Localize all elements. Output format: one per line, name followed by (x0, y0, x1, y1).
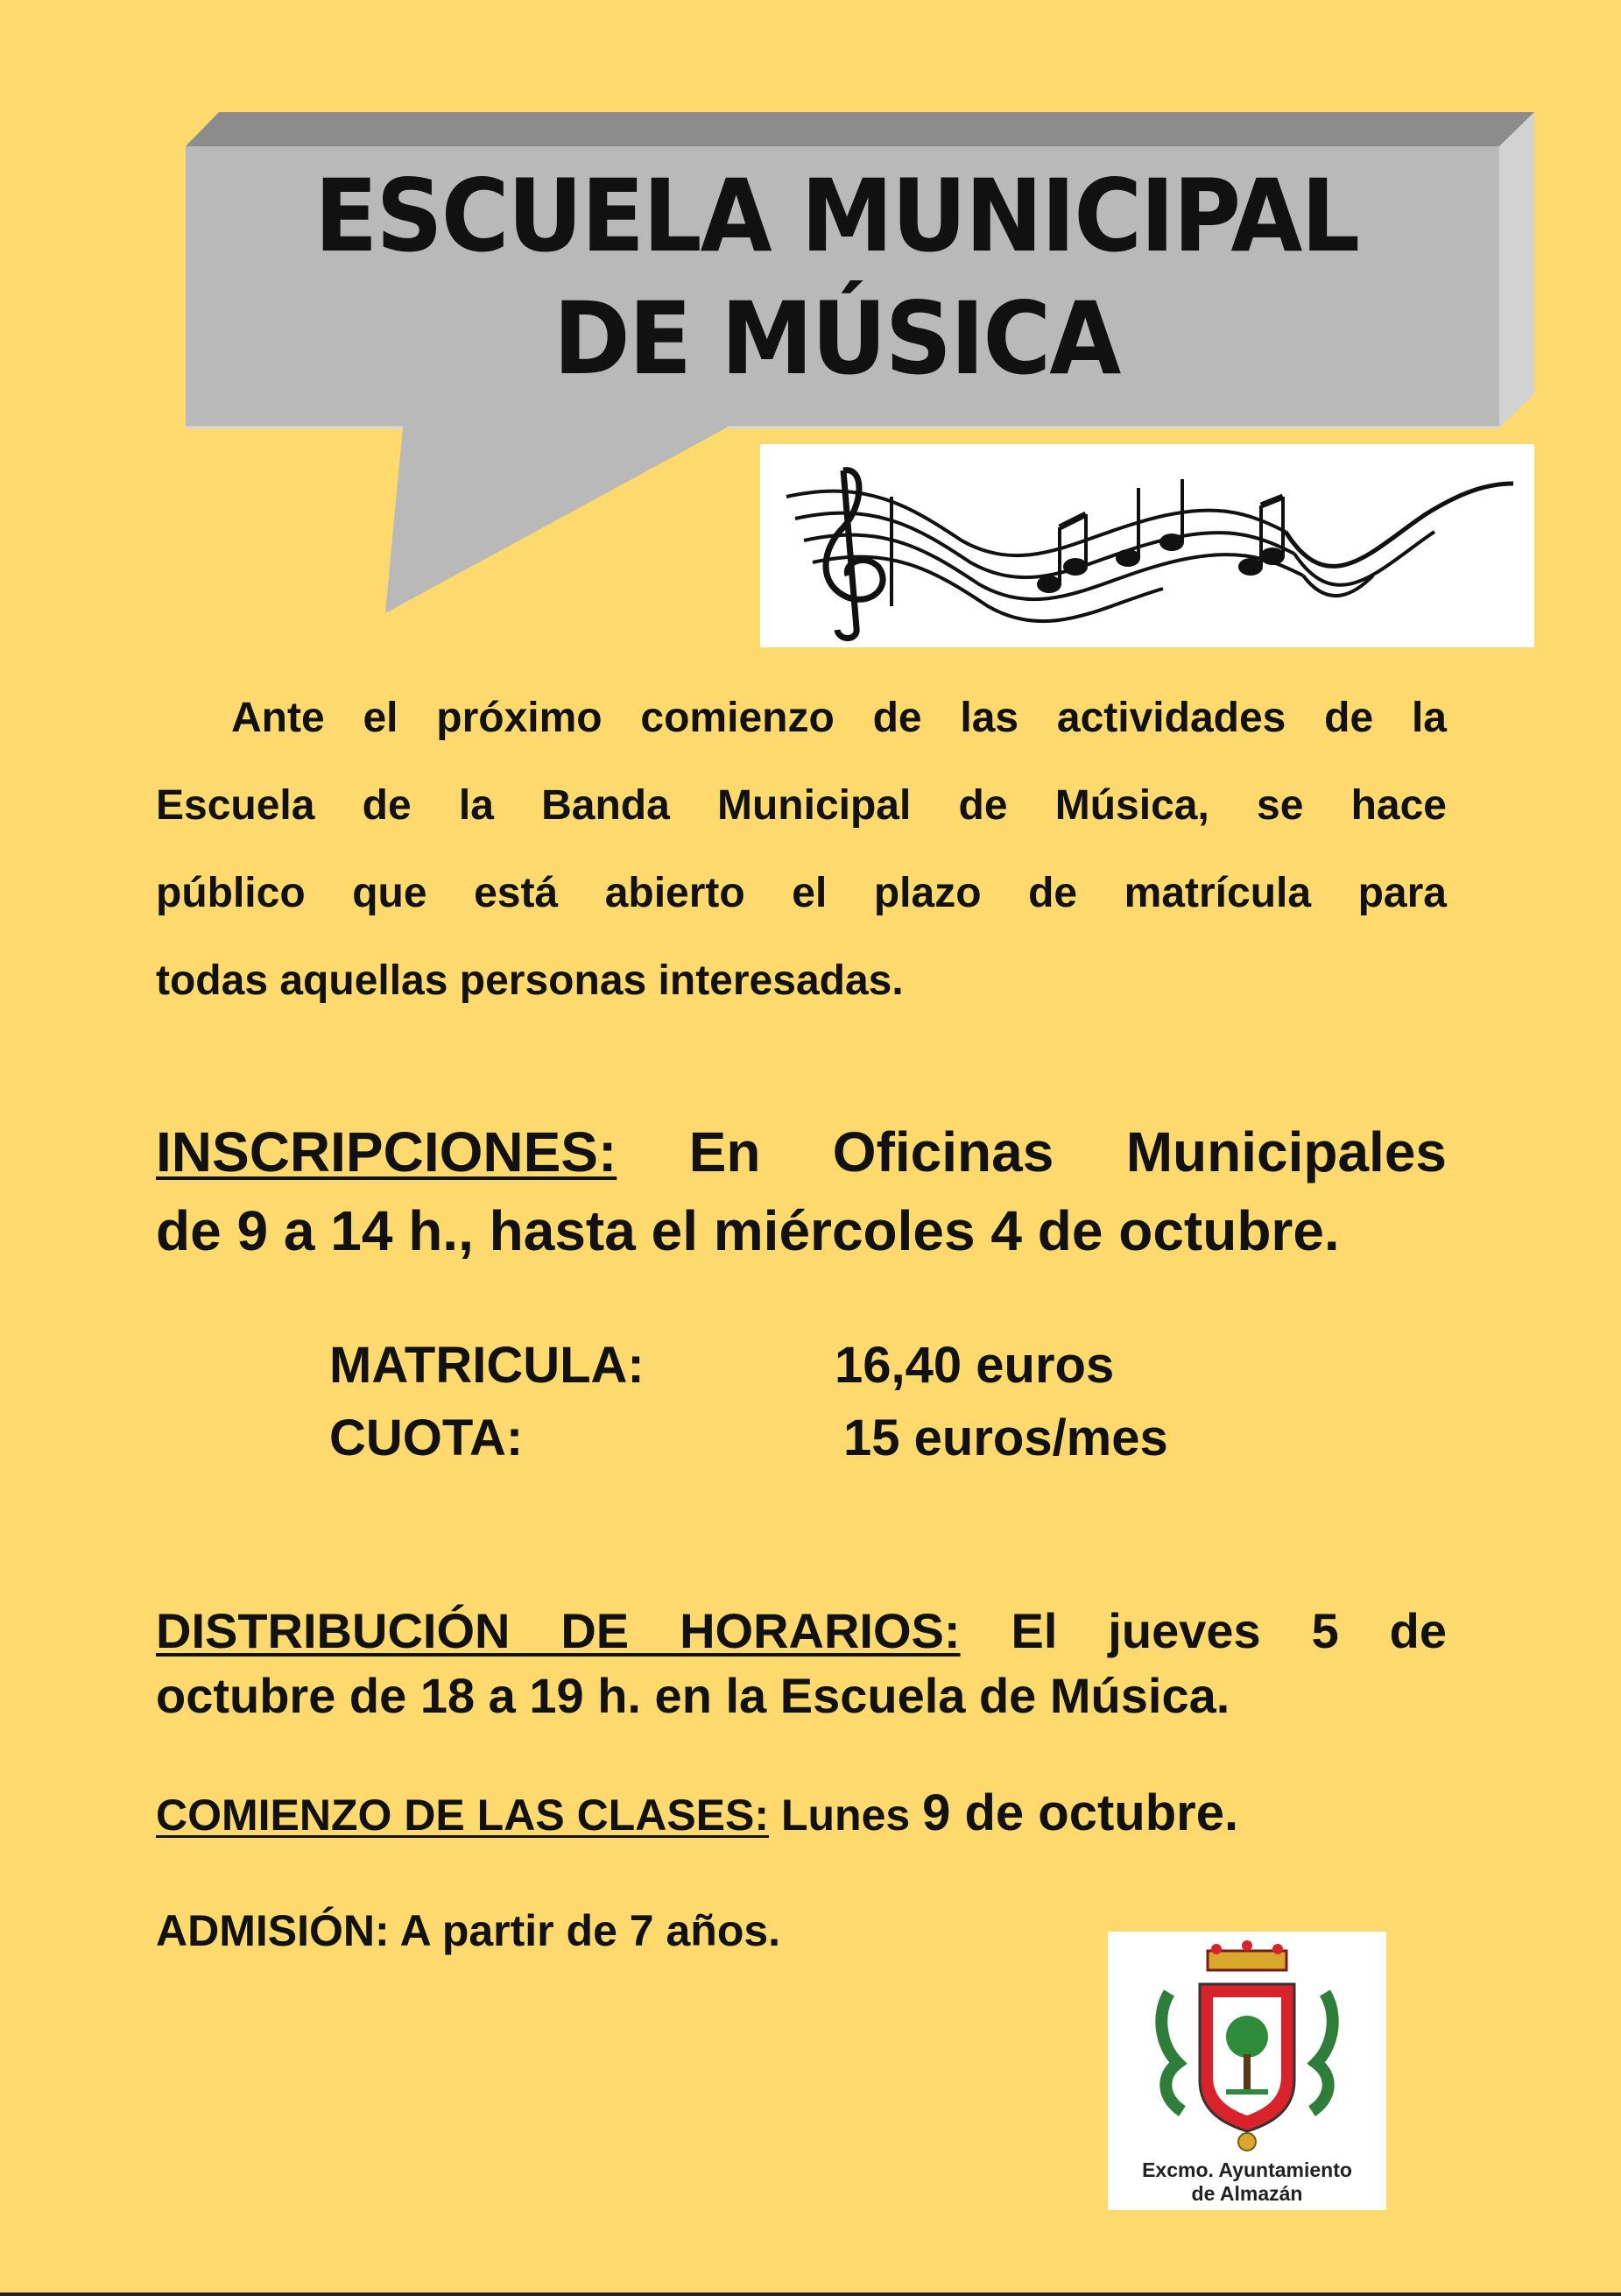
title-line-2: DE MÚSICA (553, 280, 1120, 397)
horarios-label: DISTRIBUCIÓN DE HORARIOS: (156, 1603, 961, 1658)
horarios-section (156, 1599, 1447, 1728)
inscripciones-label: INSCRIPCIONES: (156, 1120, 617, 1183)
inscripciones-line-1 (156, 1113, 1447, 1191)
intro-line: Ante el próximo comienzo de las actividades de la (231, 695, 1447, 741)
inscripciones-section (156, 1113, 1447, 1270)
admision-text: ADMISIÓN: A partir de 7 años. (156, 1906, 781, 1955)
title-line-1: ESCUELA MUNICIPAL (314, 158, 1358, 274)
ayuntamiento-logo (1108, 1932, 1386, 2210)
horarios-line-1 (156, 1599, 1447, 1664)
music-notes-icon (760, 444, 1534, 647)
cuota-value: 15 euros/mes (843, 1409, 1168, 1466)
intro-line: Escuela de la Banda Municipal de Música, se hace (156, 782, 1447, 829)
comienzo-section (156, 1783, 1238, 1846)
matricula-value: 16,40 euros (835, 1337, 1115, 1394)
logo-line-1: Excmo. Ayuntamiento (1142, 2158, 1352, 2181)
matricula-label: MATRICULA: (329, 1337, 645, 1394)
music-staff-image (760, 444, 1534, 647)
intro-line: público que está abierto el plazo de matrícula para (156, 870, 1447, 916)
inscripciones-text-1: En Oficinas Municipales (688, 1120, 1448, 1183)
bottom-divider (0, 2292, 1621, 2296)
intro-line: todas aquellas personas interesadas. (156, 957, 904, 1004)
comienzo-label: COMIENZO DE LAS CLASES: (156, 1791, 770, 1840)
horarios-text-2: octubre de 18 a 19 h. en la Escuela de Música. (156, 1668, 1230, 1723)
cuota-label: CUOTA: (329, 1409, 524, 1466)
intro-paragraph (156, 675, 1447, 1025)
comienzo-text-small: Lunes (780, 1791, 911, 1840)
horarios-text-1: El jueves 5 de (1011, 1603, 1447, 1658)
comienzo-text-big: 9 de octubre. (922, 1784, 1239, 1841)
logo-line-2: de Almazán (1191, 2182, 1303, 2205)
inscripciones-text-2: de 9 a 14 h., hasta el miércoles 4 de octubre. (156, 1199, 1340, 1262)
